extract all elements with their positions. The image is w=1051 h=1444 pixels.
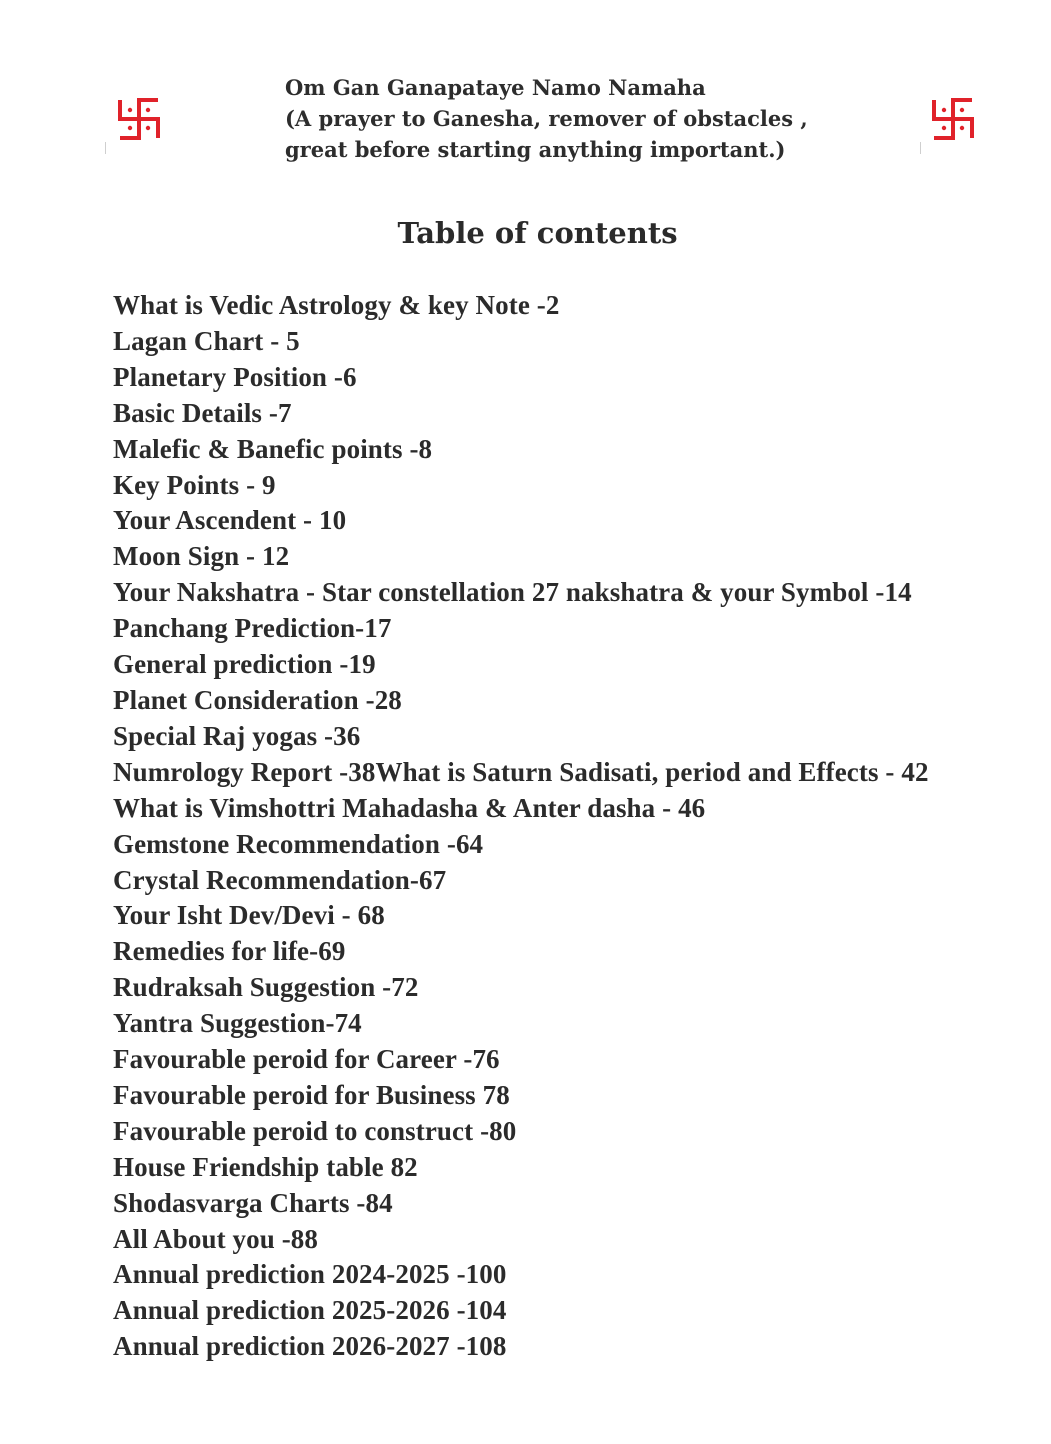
toc-list [113, 288, 929, 1365]
toc-item: Your Isht Dev/Devi - 68 [113, 900, 385, 931]
toc-item: Basic Details -7 [113, 397, 292, 428]
toc-item: Moon Sign - 12 [113, 541, 290, 572]
toc-item: Gemstone Recommendation -64 [113, 828, 484, 859]
toc-item: General prediction -19 [113, 649, 376, 680]
toc-item: Yantra Suggestion-74 [113, 1008, 362, 1039]
toc-item: Crystal Recommendation-67 [113, 864, 447, 895]
page-title: Table of contents [397, 216, 678, 250]
toc-item: Favourable peroid for Business 78 [113, 1079, 510, 1110]
toc-item: Special Raj yogas -36 [113, 720, 361, 751]
divider-tick-right [920, 142, 921, 154]
toc-item: Your Ascendent - 10 [113, 505, 347, 536]
toc-item: All About you -88 [113, 1223, 318, 1254]
toc-item: Lagan Chart - 5 [113, 325, 300, 356]
toc-item: Remedies for life-69 [113, 936, 346, 967]
toc-item: Numrology Report -38What is Saturn Sadisati, period and Effects - 42 [113, 756, 929, 787]
toc-item: Malefic & Banefic points -8 [113, 433, 433, 464]
prayer-line: Om Gan Ganapataye Namo Namaha [285, 75, 706, 100]
toc-item: What is Vedic Astrology & key Note -2 [113, 290, 560, 320]
toc-item: Shodasvarga Charts -84 [113, 1187, 393, 1218]
toc-item: Favourable peroid for Career -76 [113, 1044, 500, 1075]
toc-item: Annual prediction 2026-2027 -108 [113, 1331, 507, 1362]
toc-item: What is Vimshottri Mahadasha & Anter dasha - 46 [113, 792, 706, 823]
toc-item: Planetary Position -6 [113, 361, 357, 392]
prayer-line: (A prayer to Ganesha, remover of obstacles , [285, 106, 808, 131]
toc-item: Annual prediction 2025-2026 -104 [113, 1295, 507, 1326]
toc-item: Key Points - 9 [113, 469, 276, 500]
toc-item: Planet Consideration -28 [113, 684, 402, 715]
prayer-header [285, 72, 885, 165]
toc-item: Rudraksah Suggestion -72 [113, 972, 419, 1003]
prayer-line: great before starting anything important.) [285, 137, 786, 162]
toc-item: Annual prediction 2024-2025 -100 [113, 1259, 507, 1290]
toc-item: Favourable peroid to construct -80 [113, 1115, 517, 1146]
toc-item: Panchang Prediction-17 [113, 613, 392, 644]
toc-item: Your Nakshatra - Star constellation 27 nakshatra & your Symbol -14 [113, 577, 912, 608]
swastika-left-icon [116, 96, 162, 142]
divider-tick-left [105, 142, 106, 154]
swastika-right-icon [930, 96, 976, 142]
toc-item: House Friendship table 82 [113, 1151, 418, 1182]
